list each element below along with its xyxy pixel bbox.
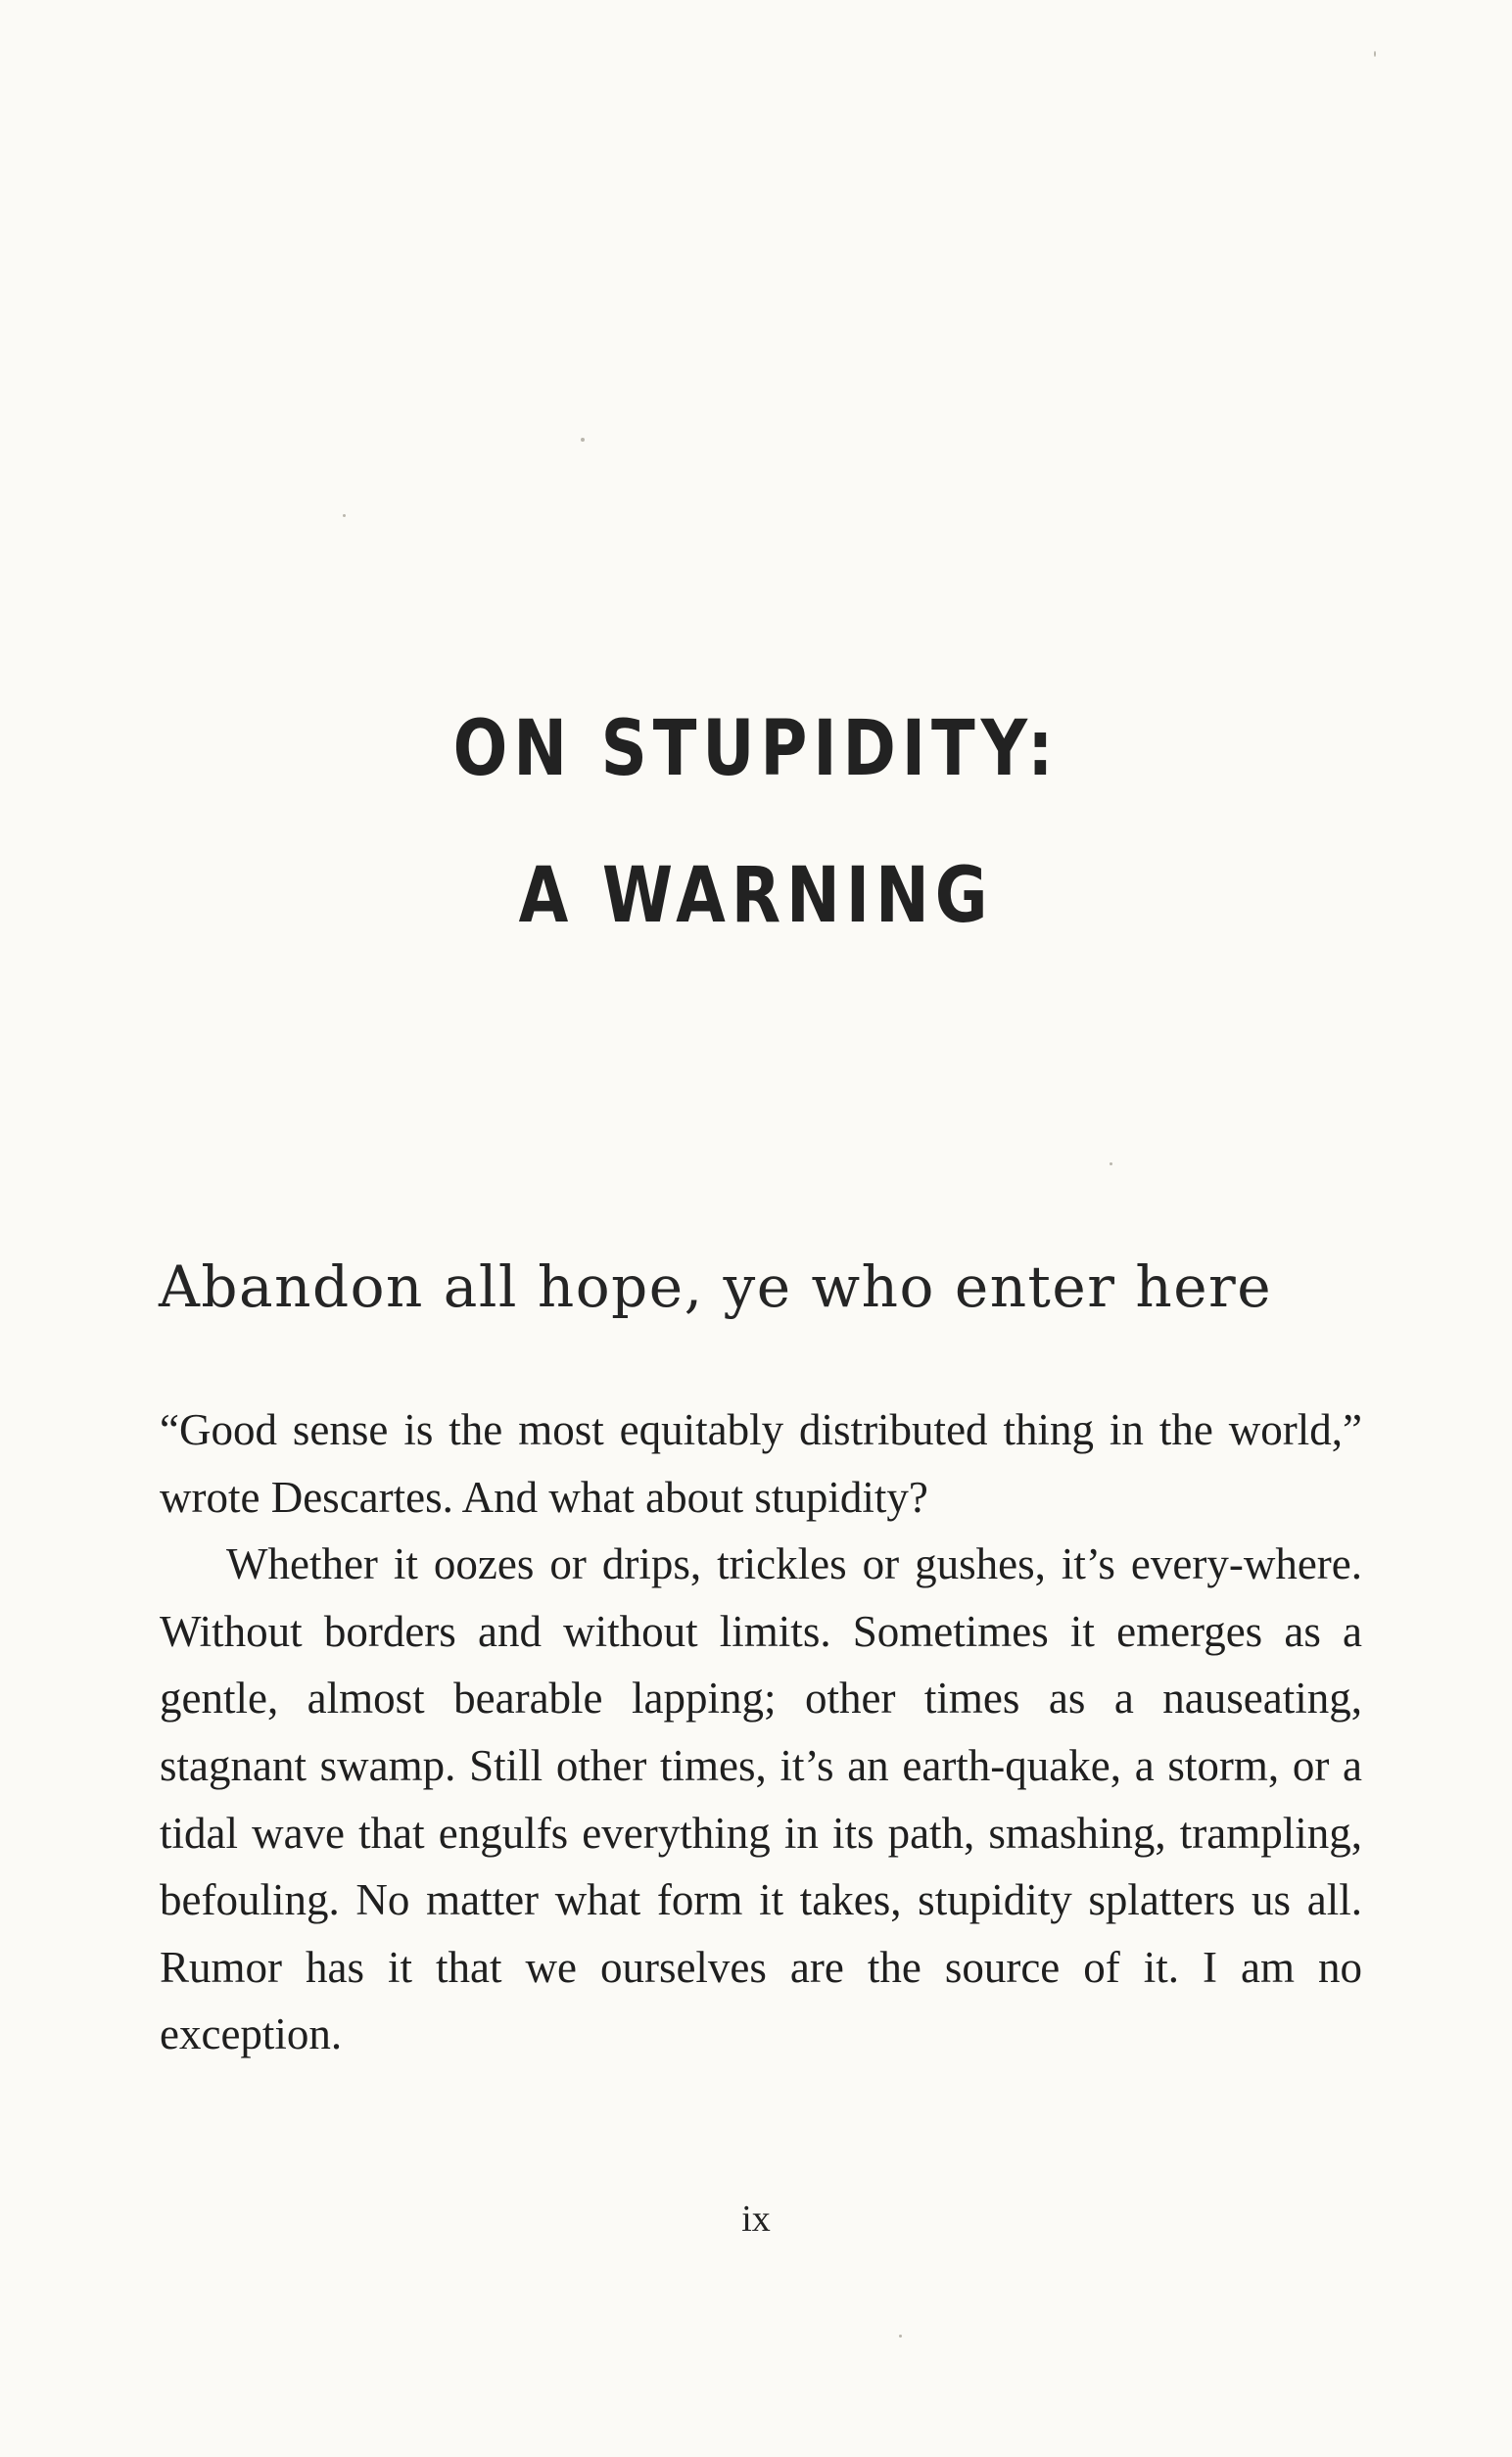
chapter-title xyxy=(0,676,1512,969)
paragraph-1: “Good sense is the most equitably distributed thing in the world,” wrote Descartes. And what about stupidity? xyxy=(160,1405,1362,1522)
chapter-title-line-1: ON STUPIDITY: xyxy=(452,705,1060,793)
paper-speck xyxy=(1374,51,1376,57)
paper-speck xyxy=(1110,1162,1112,1165)
paper-speck xyxy=(899,2335,902,2338)
page-number: ix xyxy=(741,2198,771,2240)
body-text xyxy=(160,1396,1362,2068)
paragraph-2: Whether it oozes or drips, trickles or gushes, it’s every-where. Without borders and without limits. Sometimes it emerges as a gentle, almost bearable lapping; other times as a nauseating, stagnant swamp. Still other times, it’s an earth-quake, a storm, or a tidal wave that engulfs everything in its path, smashing, trampling, befouling. No matter what form it takes, stupidity splatters us all. Rumor has it that we ourselves are the source of it. I am no exception. xyxy=(160,1539,1362,2059)
paper-speck xyxy=(343,514,346,517)
paper-speck xyxy=(581,438,585,442)
section-heading: Abandon all hope, ye who enter here xyxy=(159,1253,1273,1320)
chapter-title-line-2: A WARNING xyxy=(518,852,994,940)
